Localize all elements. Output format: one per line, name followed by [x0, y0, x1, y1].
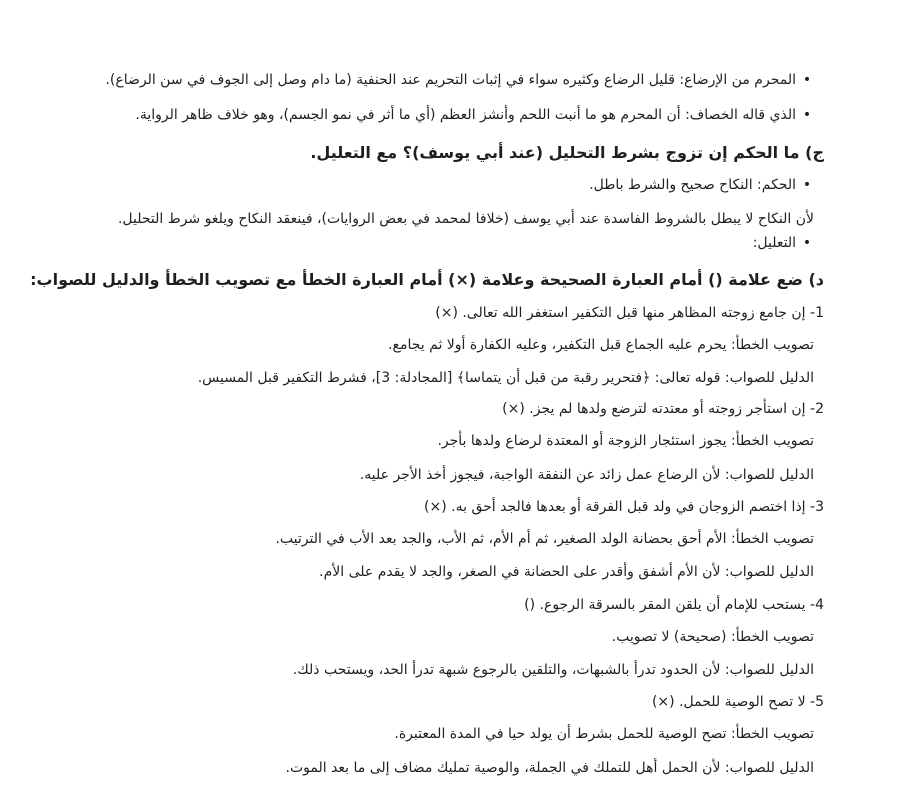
- item-3-correction: تصويب الخطأ: الأم أحق بحضانة الولد الصغير، ثم أم الأم، ثم الأب، والجد بعد الأب في الترتيب.: [275, 531, 814, 547]
- item-5-evidence: الدليل للصواب: لأن الحمل أهل للتملك في الجملة، والوصية تمليك مضاف إلى ما بعد الموت.: [285, 760, 814, 776]
- reason-text: لأن النكاح لا يبطل بالشروط الفاسدة عند أبي يوسف (خلافا لمحمد في بعض الروايات)، فينعقد النكاح ويلغو شرط التحليل.: [117, 211, 814, 227]
- item-3-title: 3- إذا اختصم الزوجان في ولد قبل الفرقة أو بعدها فالجد أحق به. (×): [424, 499, 824, 515]
- item-1-correction: تصويب الخطأ: يحرم عليه الجماع قبل التكفير، وعليه الكفارة أولا ثم يجامع.: [388, 337, 814, 353]
- item-3-evidence: الدليل للصواب: لأن الأم أشفق وأقدر على الحضانة في الصغر، والجد لا يقدم على الأم.: [319, 564, 814, 580]
- section-c-heading: ج) ما الحكم إن تزوج بشرط التحليل (عند أبي يوسف)؟ مع التعليل.: [310, 143, 824, 162]
- item-5-correction: تصويب الخطأ: تصح الوصية للحمل بشرط أن يولد حيا في المدة المعتبرة.: [394, 726, 814, 742]
- item-2-evidence: الدليل للصواب: لأن الرضاع عمل زائد عن النفقة الواجبة، فيجوز أخذ الأجر عليه.: [359, 467, 814, 483]
- item-5-title: 5- لا تصح الوصية للحمل. (×): [651, 694, 824, 710]
- bullet-khassaf-opinion: • الذي قاله الخصاف: أن المحرم هو ما أنبت اللحم وأنشز العظم (أي ما أثر في نمو الجسم)، وهو خلاف ظاهر الرواية.: [135, 105, 814, 125]
- item-4-title: 4- يستحب للإمام أن يلقن المقر بالسرقة الرجوع. (): [524, 597, 824, 613]
- bullet-ruling: • الحكم: النكاح صحيح والشرط باطل.: [589, 175, 814, 195]
- item-4-evidence: الدليل للصواب: لأن الحدود تدرأ بالشبهات، والتلقين بالرجوع شبهة تدرأ الحد، ويستحب ذلك.: [292, 662, 814, 678]
- bullet-nursing-quantity: • المحرم من الإرضاع: قليل الرضاع وكثيره سواء في إثبات التحريم عند الحنفية (ما دام وصل إلى الجوف في سن الرضاع).: [105, 70, 814, 90]
- item-1-evidence: الدليل للصواب: قوله تعالى: ﴿فتحرير رقبة من قبل أن يتماسا﴾ [المجادلة: 3]، فشرط التكفير قبل المسيس.: [197, 370, 814, 386]
- item-4-correction: تصويب الخطأ: (صحيحة) لا تصويب.: [611, 629, 814, 645]
- section-d-heading: د) ضع علامة () أمام العبارة الصحيحة وعلامة (×) أمام العبارة الخطأ مع تصويب الخطأ والدليل للصواب:: [30, 270, 824, 289]
- bullet-reason-label: • التعليل:: [753, 233, 814, 253]
- item-1-title: 1- إن جامع زوجته المظاهر منها قبل التكفير استغفر الله تعالى. (×): [435, 305, 824, 321]
- item-2-correction: تصويب الخطأ: يجوز استئجار الزوجة أو المعتدة لرضاع ولدها بأجر.: [437, 433, 814, 449]
- item-2-title: 2- إن استأجر زوجته أو معتدته لترضع ولدها لم يجز. (×): [502, 401, 824, 417]
